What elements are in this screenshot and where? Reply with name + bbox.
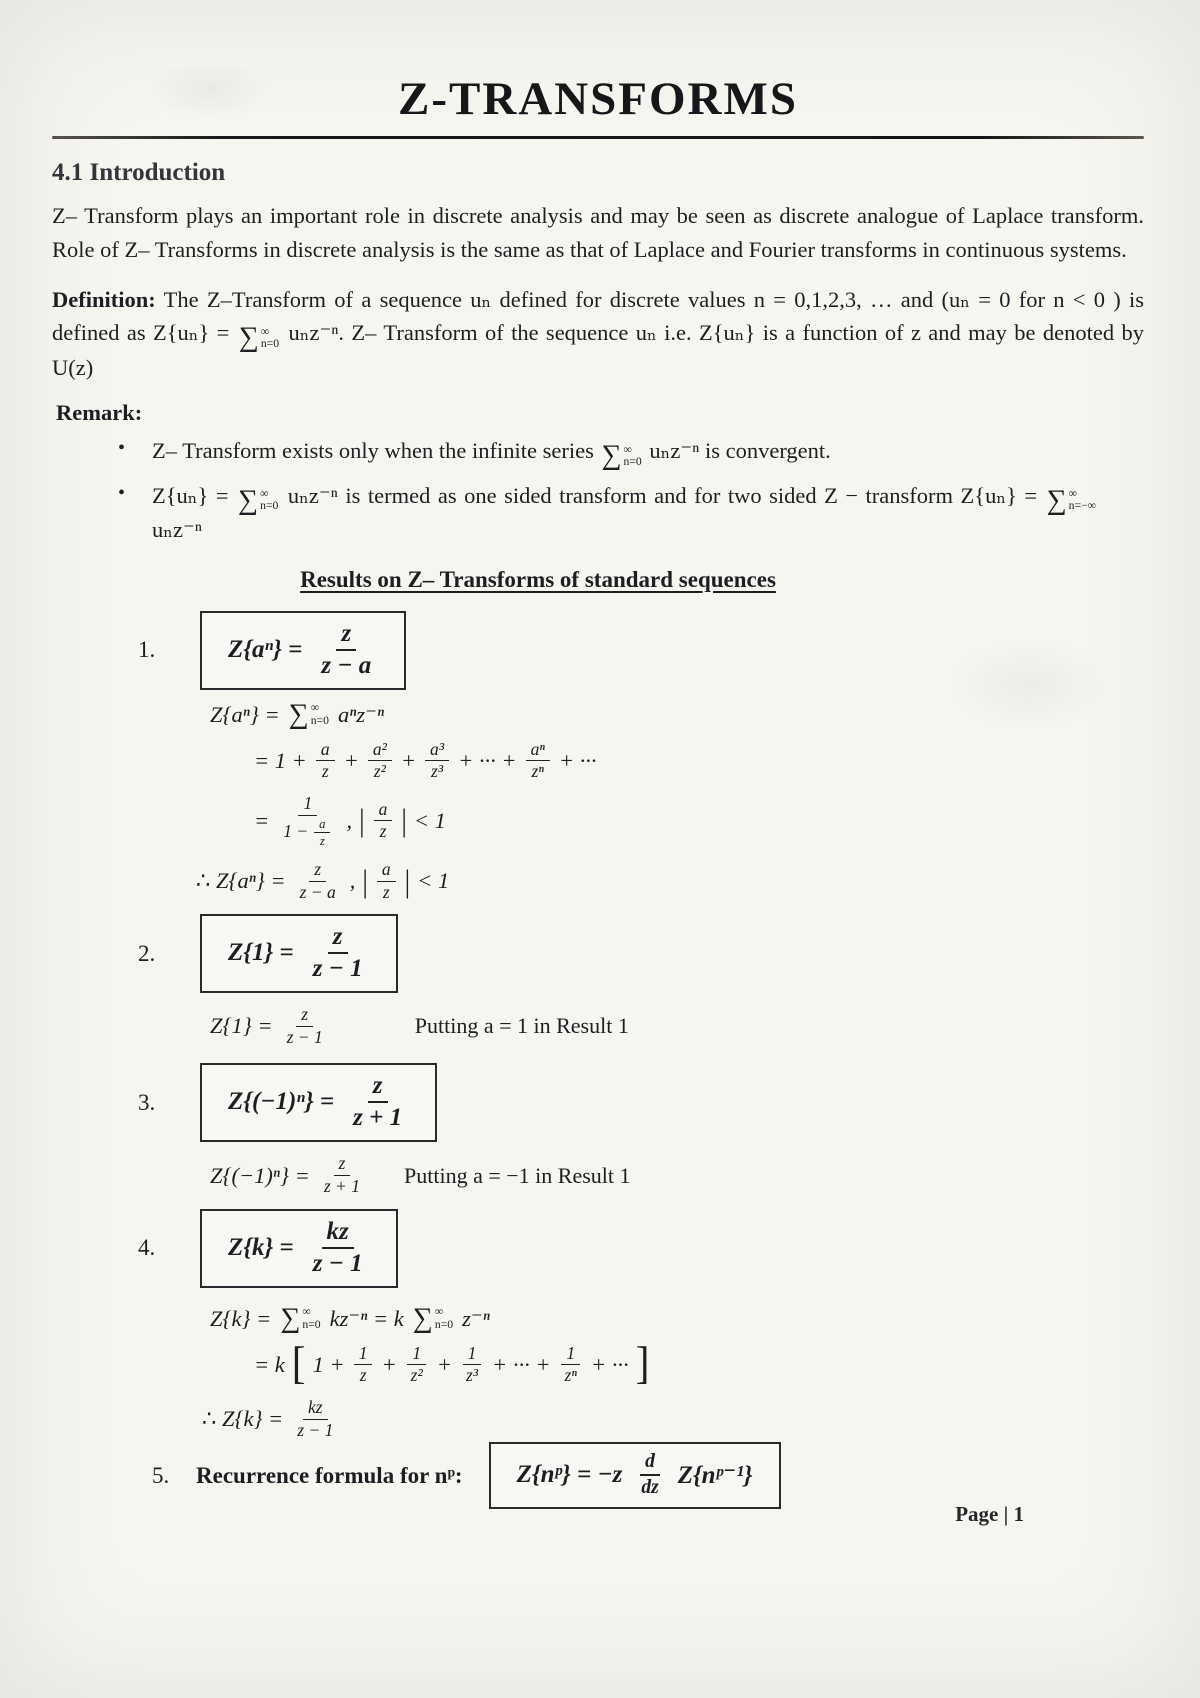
definition-text-2: uₙz⁻ⁿ. Z– Transform of the sequence uₙ i.e. Z{uₙ} is a function of z and may be denoted by U(z)	[52, 320, 1145, 380]
sum-symbol	[280, 1303, 321, 1335]
denominator: zⁿ	[531, 761, 544, 782]
abs-bar: |	[359, 803, 365, 838]
math-text: +	[343, 747, 359, 773]
math-text: Z{(−1)ⁿ} =	[210, 1162, 310, 1188]
math-text: +	[381, 1351, 397, 1377]
formula-box-3	[200, 1063, 437, 1142]
definition-paragraph	[52, 283, 1144, 385]
derivation-line	[210, 1303, 1144, 1335]
denominator: z²	[373, 761, 386, 782]
numerator: a³	[425, 740, 449, 762]
denominator: z	[321, 761, 329, 782]
denominator: dz	[641, 1477, 659, 1499]
math-text: z⁻ⁿ	[462, 1305, 490, 1331]
denominator: z + 1	[323, 1176, 361, 1197]
intro-paragraph: Z– Transform plays an important role in discrete analysis and may be seen as discrete analogue of Laplace transform. Role of Z– Transforms in discrete analysis is the same as that of Laplace and Fourier transforms in continuous systems.	[52, 203, 1144, 262]
derivation-line	[196, 860, 1144, 902]
sum-symbol	[1046, 484, 1096, 516]
denominator: z − 1	[286, 1026, 323, 1047]
page-number: Page | 1	[955, 1502, 1024, 1526]
fraction	[348, 1072, 407, 1132]
numerator: 1	[407, 1344, 426, 1366]
math-text: ∴ Z{k} =	[202, 1406, 284, 1432]
boxed-formula-lhs: Z{1} =	[228, 939, 294, 967]
sum-lower-limit: n=0	[434, 1317, 454, 1331]
fraction	[354, 1344, 373, 1386]
formula-box-1	[200, 611, 406, 690]
item-number: 5.	[152, 1462, 170, 1488]
remark-label: Remark:	[56, 400, 143, 426]
math-text: ∴ Z{aⁿ} =	[196, 868, 286, 894]
sum-lower-limit: n=0	[623, 454, 642, 468]
math-text: + ··· +	[492, 1351, 551, 1377]
fraction	[560, 1344, 582, 1386]
definition-label: Definition:	[52, 286, 156, 312]
numerator: 1	[298, 794, 317, 816]
remark-bullet-1	[118, 434, 1144, 472]
fraction	[368, 740, 392, 782]
denominator: z − a	[299, 881, 336, 902]
math-text: 1 +	[312, 1351, 345, 1377]
sigma-glyph: ∑	[412, 1303, 433, 1335]
boxed-formula-lhs: Z{nᵖ} = −z	[516, 1461, 623, 1489]
item-number: 2.	[138, 940, 156, 966]
sigma-glyph: ∑	[238, 484, 259, 516]
fraction	[316, 620, 376, 680]
math-text: ,	[346, 807, 353, 833]
sum-upper-limit: ∞	[310, 701, 320, 715]
fraction	[461, 1344, 483, 1386]
sigma-glyph: ∑	[1046, 484, 1067, 516]
math-text: aⁿz⁻ⁿ	[337, 701, 385, 727]
denominator: z³	[465, 1365, 479, 1386]
math-text: ,	[349, 868, 356, 894]
numerator: a	[314, 817, 330, 833]
results-heading: Results on Z– Transforms of standard sequences	[300, 566, 776, 592]
numerator: a	[377, 860, 396, 882]
remark-bullet-2	[118, 479, 1144, 547]
title-divider	[52, 136, 1144, 139]
sum-upper-limit: ∞	[623, 442, 632, 456]
math-text: +	[400, 747, 417, 773]
numerator: z	[336, 620, 356, 651]
abs-bar: |	[404, 863, 411, 898]
math-text: < 1	[417, 868, 450, 894]
bullet1-text-2: uₙz⁻ⁿ is convergent.	[649, 438, 831, 464]
formula-box-2	[200, 914, 398, 993]
numerator: 1	[561, 1344, 580, 1366]
sum-limits	[435, 1306, 453, 1331]
numerator: z	[309, 860, 326, 882]
bullet2-text-1: Z{uₙ} =	[152, 482, 229, 508]
numerator: kz	[322, 1218, 354, 1249]
item-number: 4.	[138, 1235, 156, 1261]
fraction	[295, 860, 341, 902]
fraction	[526, 740, 550, 782]
numerator: z	[328, 923, 348, 954]
recurrence-label: Recurrence formula for nᵖ:	[196, 1462, 463, 1488]
sum-limits	[302, 1306, 320, 1331]
result1-derivation	[196, 699, 1144, 903]
numerator: 1	[354, 1344, 373, 1366]
sum-lower-limit: n=−∞	[1068, 499, 1096, 513]
result-item-1	[52, 611, 1144, 690]
sum-upper-limit: ∞	[260, 324, 270, 338]
sum-lower-limit: n=0	[260, 499, 279, 513]
formula-box-5	[489, 1442, 781, 1509]
sigma-glyph: ∑	[288, 699, 309, 731]
bullet2-text-3: uₙz⁻ⁿ	[152, 516, 202, 542]
math-text: Z{aⁿ} =	[210, 701, 280, 727]
bullet-text	[152, 479, 1144, 547]
sum-upper-limit: ∞	[434, 1305, 444, 1319]
right-bracket: ]	[635, 1338, 650, 1390]
result2-derivation	[210, 1005, 1144, 1047]
bullet2-text-2: uₙz⁻ⁿ is termed as one sided transform and for two sided Z − transform Z{uₙ} =	[287, 482, 1038, 508]
denominator	[278, 816, 337, 848]
math-text: < 1	[413, 807, 446, 833]
sum-symbol	[238, 322, 280, 354]
sum-symbol	[238, 484, 279, 516]
math-text: = 1 +	[254, 747, 307, 773]
math-text: = k	[254, 1351, 285, 1377]
sum-symbol	[601, 440, 642, 472]
formula-box-4	[200, 1209, 398, 1288]
denominator: z − a	[321, 651, 372, 679]
derivation-line	[202, 1398, 1144, 1440]
denominator: z²	[410, 1365, 423, 1386]
sum-upper-limit: ∞	[302, 1305, 311, 1319]
sigma-glyph: ∑	[280, 1303, 301, 1335]
definition-text-1: The Z–Transform of a sequence uₙ defined for discrete values n = 0,1,2,3, … and (uₙ = 0 for n < 0 ) is defined as Z{uₙ} =	[52, 286, 1145, 346]
fraction	[425, 740, 449, 782]
math-text: kz⁻ⁿ = k	[329, 1305, 404, 1331]
math-text: +	[436, 1351, 452, 1377]
fraction	[292, 1398, 338, 1440]
derivation-line	[254, 740, 1144, 782]
sum-limits	[1069, 488, 1096, 513]
sum-lower-limit: n=0	[302, 1317, 321, 1331]
left-bracket: [	[291, 1338, 306, 1390]
sum-limits	[311, 702, 329, 727]
bullet-icon: •	[118, 437, 126, 460]
sum-limits	[624, 444, 642, 469]
sigma-glyph: ∑	[601, 440, 622, 472]
denominator: z − 1	[312, 1249, 363, 1277]
page-title: Z-TRANSFORMS	[397, 73, 799, 125]
fraction	[308, 1218, 368, 1278]
sum-limits	[261, 326, 279, 351]
fraction	[308, 923, 368, 983]
result-item-5	[152, 1442, 1144, 1509]
item-number: 1.	[138, 637, 156, 663]
sum-lower-limit: n=0	[260, 336, 280, 350]
numerator: kz	[303, 1398, 328, 1420]
derivation-line	[254, 1338, 1144, 1390]
sum-limits	[260, 488, 278, 513]
result-item-4	[52, 1209, 1144, 1288]
math-text: + ··· +	[458, 747, 517, 773]
sum-lower-limit: n=0	[310, 713, 329, 727]
math-text: + ···	[558, 747, 597, 773]
boxed-formula-lhs: Z{k} =	[228, 1233, 294, 1261]
numerator: z	[296, 1005, 313, 1027]
numerator: d	[640, 1451, 660, 1476]
boxed-formula-lhs: Z{(−1)ⁿ} =	[228, 1088, 335, 1116]
boxed-formula-rhs: Z{nᵖ⁻¹}	[677, 1462, 753, 1490]
numerator: z	[368, 1072, 388, 1103]
sum-upper-limit: ∞	[260, 487, 269, 500]
result4-derivation	[202, 1303, 1144, 1441]
math-text: Z{1} =	[210, 1013, 273, 1039]
section-heading-introduction: 4.1 Introduction	[52, 159, 226, 186]
denominator: z − 1	[312, 955, 363, 983]
fraction	[406, 1344, 428, 1386]
bullet1-text-1: Z– Transform exists only when the infinite series	[152, 438, 594, 464]
numerator: a	[316, 740, 335, 762]
denominator: zⁿ	[564, 1365, 577, 1386]
bullet-icon: •	[118, 481, 126, 504]
fraction	[319, 1154, 365, 1196]
note-text: Putting a = 1 in Result 1	[414, 1013, 629, 1039]
sum-symbol	[412, 1303, 454, 1335]
boxed-formula-lhs: Z{aⁿ} =	[228, 635, 303, 663]
denominator: z	[359, 1365, 367, 1386]
numerator: 1	[463, 1344, 482, 1366]
remark-bullets	[118, 434, 1144, 546]
denominator: z + 1	[353, 1104, 403, 1132]
sum-symbol	[288, 699, 329, 731]
abs-bar: |	[401, 803, 407, 838]
denominator: z	[379, 821, 387, 842]
numerator: aⁿ	[526, 740, 550, 762]
fraction	[316, 740, 335, 782]
numerator: a	[374, 800, 393, 822]
sum-upper-limit: ∞	[1068, 487, 1077, 500]
fraction	[636, 1451, 663, 1499]
result-item-3	[52, 1063, 1144, 1142]
fraction	[278, 794, 337, 848]
derivation-line	[210, 699, 1144, 731]
result-item-2	[52, 914, 1144, 993]
numerator: z	[334, 1154, 351, 1176]
denominator: z − 1	[297, 1419, 334, 1440]
math-text: + ···	[590, 1351, 629, 1377]
math-text: 1 −	[283, 821, 309, 842]
numerator: a²	[368, 740, 392, 762]
note-text: Putting a = −1 in Result 1	[404, 1162, 631, 1188]
math-text: Z{k} =	[210, 1305, 272, 1331]
denominator: z³	[431, 761, 444, 782]
fraction	[374, 800, 393, 842]
item-number: 3.	[138, 1089, 156, 1115]
result3-derivation	[210, 1154, 1144, 1196]
sigma-glyph: ∑	[238, 322, 259, 354]
abs-bar: |	[362, 863, 368, 898]
fraction	[377, 860, 396, 902]
derivation-line	[254, 794, 1144, 848]
bullet-text	[152, 434, 1144, 472]
math-text: =	[254, 807, 270, 833]
derivation-line	[210, 1005, 1144, 1047]
denominator: z	[382, 881, 390, 902]
denominator: z	[319, 833, 325, 848]
fraction	[282, 1005, 328, 1047]
fraction	[314, 817, 330, 848]
derivation-line	[210, 1154, 1144, 1196]
